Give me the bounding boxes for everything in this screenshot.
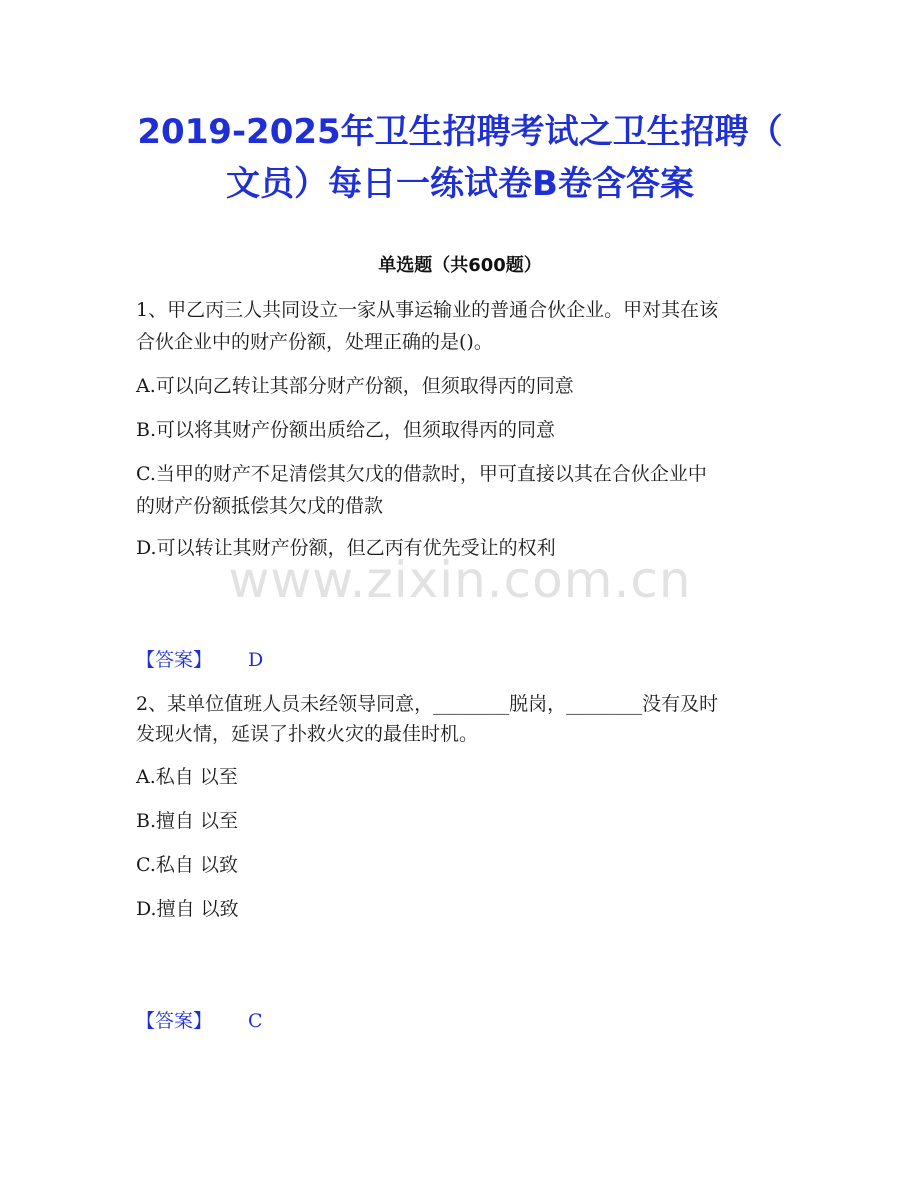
- section-heading: 单选题（共600题）: [378, 255, 542, 276]
- question-1-option-c-line-2: 的财产份额抵偿其欠戊的借款: [136, 495, 384, 517]
- question-2-text-line-2: 发现火情，延误了扑救火灾的最佳时机。: [136, 723, 479, 745]
- question-1-option-c-line-1: C.当甲的财产不足清偿其欠戊的借款时，甲可直接以其在合伙企业中: [136, 463, 707, 485]
- question-2-option-d: D.擅自 以致: [136, 898, 239, 920]
- question-2-option-c: C.私自 以致: [136, 854, 238, 876]
- question-2-option-a: A.私自 以至: [136, 766, 238, 788]
- document-title-line-2: 文员）每日一练试卷B卷含答案: [226, 164, 694, 204]
- question-2-answer: [136, 1006, 263, 1036]
- question-1-option-a: A.可以向乙转让其部分财产份额，但须取得丙的同意: [136, 375, 574, 397]
- question-2-text-line-1: 2、某单位值班人员未经领导同意，________脱岗，________没有及时: [136, 693, 719, 715]
- answer-label: 【答案】: [136, 649, 213, 671]
- question-1-option-d: D.可以转让其财产份额，但乙丙有优先受让的权利: [136, 537, 556, 559]
- question-1-answer: [136, 645, 264, 675]
- answer-value: D: [248, 649, 264, 671]
- question-1-option-b: B.可以将其财产份额出质给乙，但须取得丙的同意: [136, 419, 556, 441]
- document-title-line-1: 2019-2025年卫生招聘考试之卫生招聘（: [137, 112, 783, 152]
- question-1-text-line-1: 1、甲乙丙三人共同设立一家从事运输业的普通合伙企业。甲对其在该: [136, 299, 719, 321]
- question-1-text-line-2: 合伙企业中的财产份额，处理正确的是()。: [136, 331, 493, 353]
- answer-value: C: [248, 1010, 263, 1032]
- question-2-option-b: B.擅自 以至: [136, 810, 239, 832]
- answer-label: 【答案】: [136, 1010, 213, 1032]
- watermark: www.zixin.com.cn: [228, 551, 692, 609]
